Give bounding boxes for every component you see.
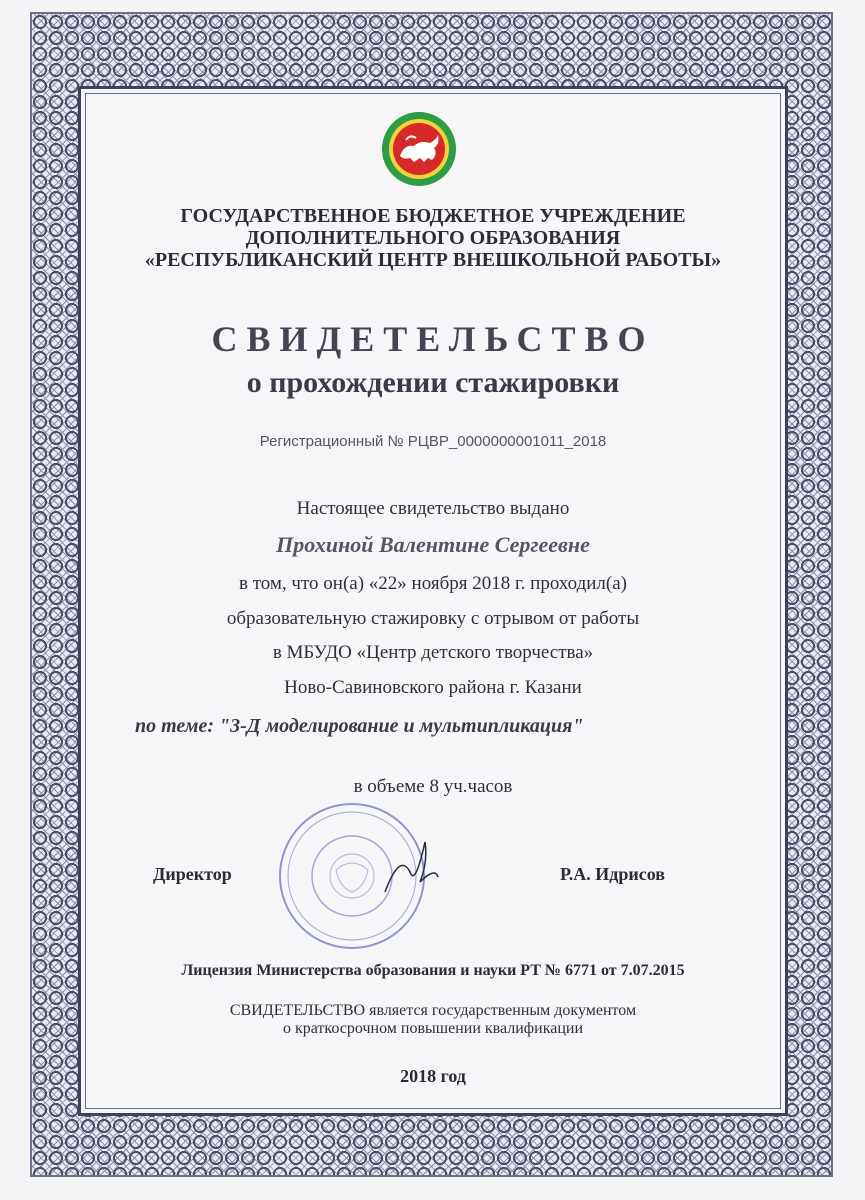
director-label: Директор [153,864,232,884]
org-line-3: «РЕСПУБЛИКАНСКИЙ ЦЕНТР ВНЕШКОЛЬНОЙ РАБОТЫ» [144,249,722,271]
tatarstan-emblem-icon [380,110,458,188]
director-name: Р.А. Идрисов [560,864,665,884]
recipient-name: Прохиной Валентине Сергеевне [276,532,590,557]
internship-topic: по теме: "3-Д моделирование и мультипликация" [135,715,584,737]
body-line-4: Ново-Савиновского района г. Казани [284,677,582,698]
issued-text: Настоящее свидетельство выдано [296,498,570,519]
certificate-subtitle: о прохождении стажировки [246,366,620,399]
org-line-2: ДОПОЛНИТЕЛЬНОГО ОБРАЗОВАНИЯ [245,227,621,249]
registration-number: Регистрационный № РЦВР_0000000001011_2018 [259,433,607,450]
hours-volume: в объеме 8 уч.часов [353,776,513,797]
license-line: Лицензия Министерства образования и науки РТ № 6771 от 7.07.2015 [181,962,685,979]
body-line-2: образовательную стажировку с отрывом от работы [226,608,640,629]
org-line-1: ГОСУДАРСТВЕННОЕ БЮДЖЕТНОЕ УЧРЕЖДЕНИЕ [180,205,686,227]
body-line-3: в МБУДО «Центр детского творчества» [272,642,594,663]
status-line-1: СВИДЕТЕЛЬСТВО является государственным документом [229,1002,637,1019]
status-line-2: о краткосрочном повышении квалификации [282,1020,584,1037]
body-line-1: в том, что он(а) «22» ноября 2018 г. проходил(а) [239,573,627,594]
organization-name [78,205,788,271]
certificate-title: СВИДЕТЕЛЬСТВО [211,319,655,359]
issue-year: 2018 год [400,1066,466,1086]
director-signature-icon [380,832,440,902]
